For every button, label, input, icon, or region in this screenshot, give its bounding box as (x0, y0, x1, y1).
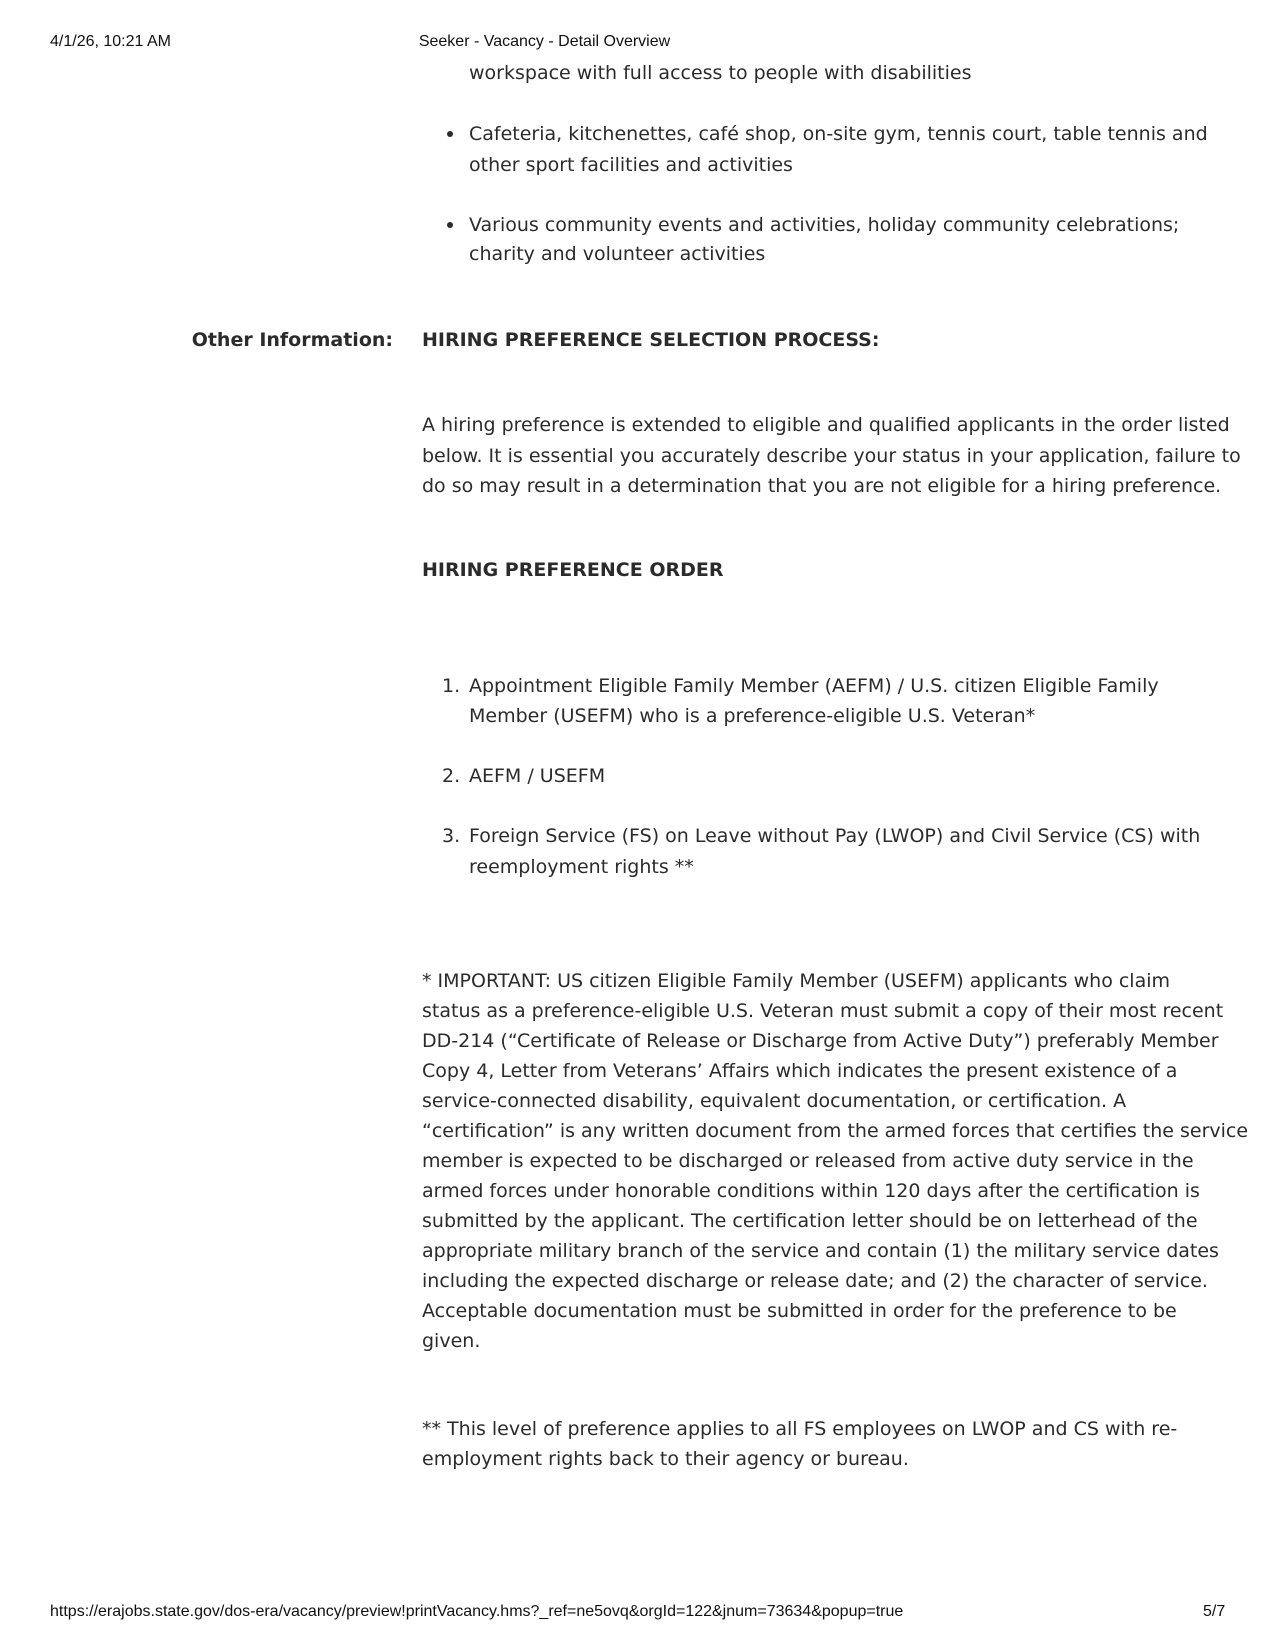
paragraph-line: ** This level of preference applies to all FS employees on LWOP and CS with re- (422, 1418, 1178, 1440)
carryover-line: workspace with full access to people with disabilities (469, 62, 972, 84)
list-number: 3. (442, 825, 461, 847)
paragraph-line: armed forces under honorable conditions within 120 days after the certification is (422, 1180, 1200, 1202)
paragraph-line: service-connected disability, equivalent documentation, or certification. A (422, 1090, 1127, 1112)
paragraph-line: Copy 4, Letter from Veterans’ Affairs which indicates the present existence of a (422, 1060, 1178, 1082)
list-item-line: charity and volunteer activities (469, 243, 766, 265)
list-item-line: Cafeteria, kitchenettes, café shop, on-site gym, tennis court, table tennis and (469, 123, 1208, 145)
paragraph-line: Acceptable documentation must be submitted in order for the preference to be (422, 1300, 1177, 1322)
page-title-text: Seeker - Vacancy - Detail Overview (418, 33, 671, 50)
bullet-icon (447, 131, 453, 137)
list-item-line: other sport facilities and activities (469, 154, 793, 176)
print-datetime: 4/1/26, 10:21 AM (50, 33, 171, 50)
order-heading: HIRING PREFERENCE ORDER (422, 559, 724, 581)
paragraph-line: submitted by the applicant. The certification letter should be on letterhead of the (422, 1210, 1198, 1232)
paragraph-line: including the expected discharge or release date; and (2) the character of service. (422, 1270, 1208, 1292)
list-item-line: Appointment Eligible Family Member (AEFM) / U.S. citizen Eligible Family (469, 675, 1159, 697)
paragraph-line: given. (422, 1330, 481, 1352)
field-label-other-information: Other Information: (191, 329, 393, 351)
paragraph-line: A hiring preference is extended to eligible and qualified applicants in the order listed (422, 414, 1230, 436)
list-number: 2. (442, 765, 461, 787)
list-item-line: Foreign Service (FS) on Leave without Pay (LWOP) and Civil Service (CS) with (469, 825, 1201, 847)
list-number: 1. (442, 675, 461, 697)
list-item-line: Member (USEFM) who is a preference-eligible U.S. Veteran* (469, 705, 1036, 727)
paragraph-line: below. It is essential you accurately describe your status in your application, failure to (422, 445, 1241, 467)
paragraph-line: appropriate military branch of the service and contain (1) the military service dates (422, 1240, 1219, 1262)
bullet-icon (447, 222, 453, 228)
page-number: 5/7 (1203, 1603, 1226, 1620)
paragraph-line: “certification” is any written document from the armed forces that certifies the service (422, 1120, 1249, 1142)
paragraph-line: status as a preference-eligible U.S. Veteran must submit a copy of their most recent (422, 1000, 1224, 1022)
paragraph-line: * IMPORTANT: US citizen Eligible Family Member (USEFM) applicants who claim (422, 970, 1171, 992)
paragraph-line: do so may result in a determination that you are not eligible for a hiring preference. (422, 475, 1222, 497)
paragraph-line: member is expected to be discharged or released from active duty service in the (422, 1150, 1194, 1172)
print-url: https://erajobs.state.gov/dos-era/vacancy/preview!printVacancy.hms?_ref=ne5ovq&orgId=122&jnum=73634&popup=true (50, 1603, 904, 1620)
list-item-line: Various community events and activities, holiday community celebrations; (469, 214, 1180, 236)
section-heading: HIRING PREFERENCE SELECTION PROCESS: (422, 329, 880, 351)
paragraph-line: DD-214 (“Certificate of Release or Discharge from Active Duty”) preferably Member (422, 1030, 1219, 1052)
list-item-line: AEFM / USEFM (469, 765, 606, 787)
list-item-line: reemployment rights ** (469, 856, 694, 878)
print-page-title (0, 32, 1275, 52)
paragraph-line: employment rights back to their agency or bureau. (422, 1448, 909, 1470)
